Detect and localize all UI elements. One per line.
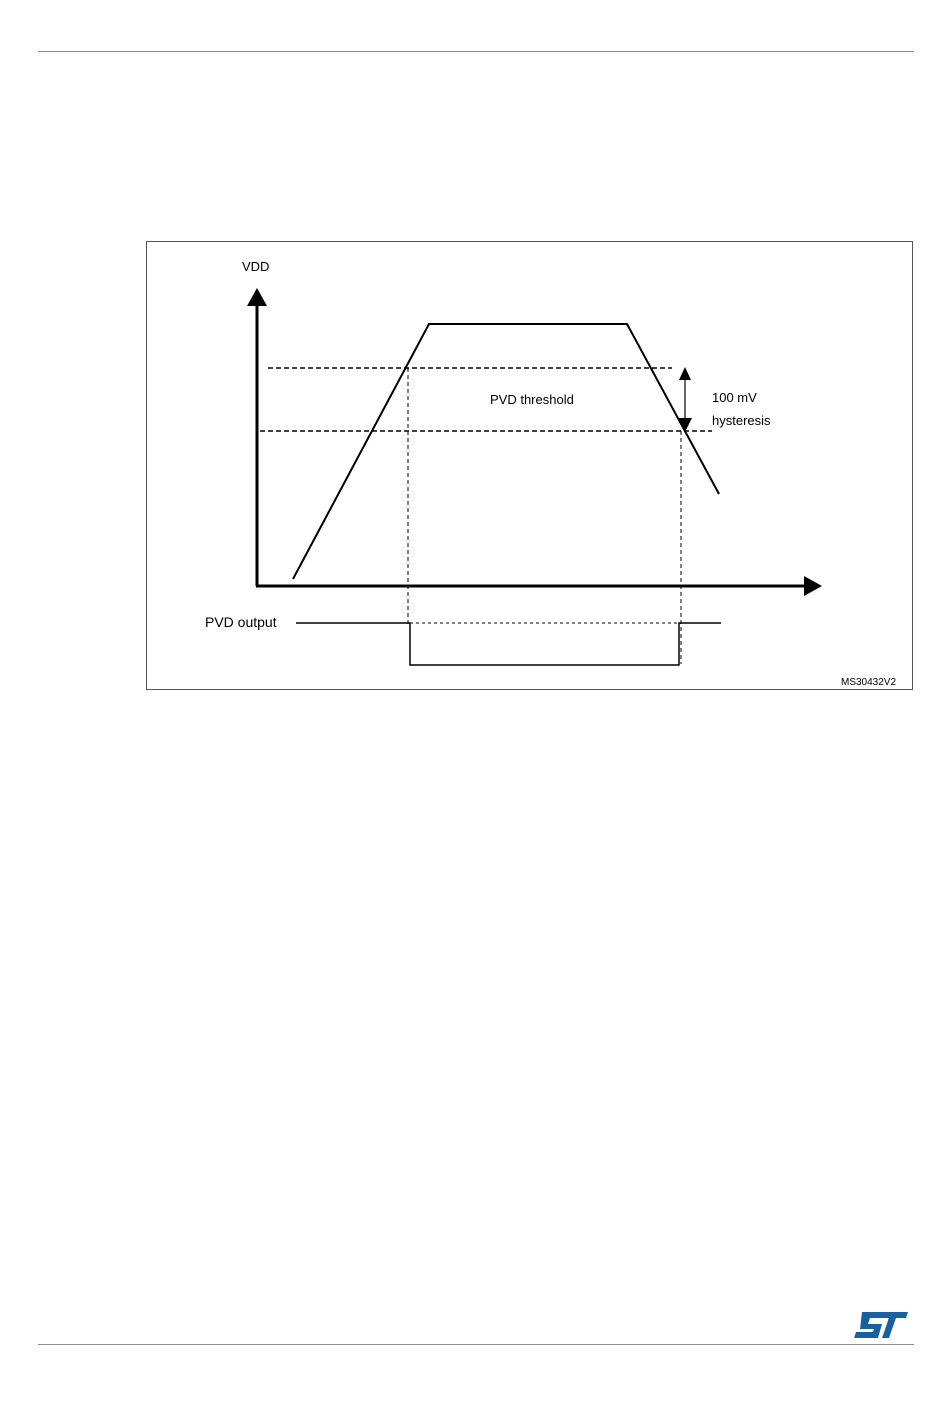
y-axis-arrow-icon (247, 288, 267, 306)
pvd-output-waveform (296, 623, 721, 665)
x-axis-arrow-icon (804, 576, 822, 596)
footer-rule (38, 1344, 914, 1345)
st-logo-icon (852, 1310, 910, 1340)
hysteresis-arrow-up-icon (679, 367, 691, 380)
hysteresis-label-text: hysteresis (712, 413, 771, 428)
hysteresis-arrow-down-icon (678, 418, 692, 432)
figure-id: MS30432V2 (841, 677, 897, 688)
threshold-label: PVD threshold (490, 392, 574, 407)
hysteresis-label-value: 100 mV (712, 390, 757, 405)
output-label: PVD output (205, 614, 277, 630)
vdd-waveform (293, 324, 719, 579)
y-axis-label: VDD (242, 259, 270, 274)
